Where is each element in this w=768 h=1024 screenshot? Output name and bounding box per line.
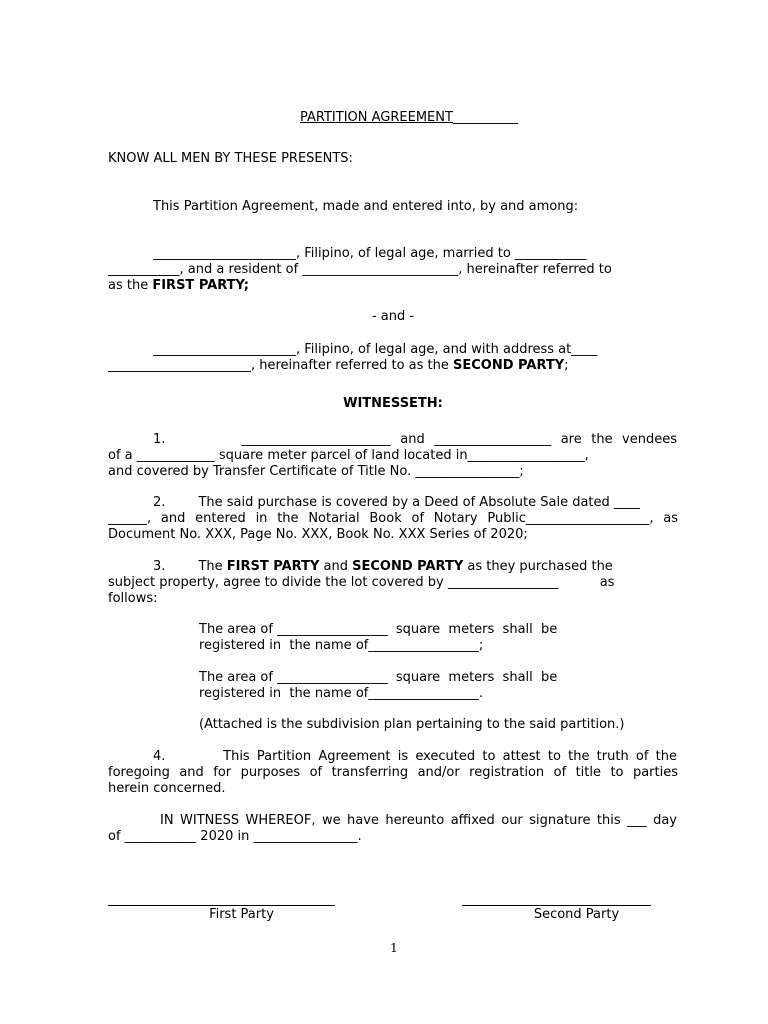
first-party-signature-line — [108, 905, 335, 906]
page-number: 1 — [390, 941, 398, 955]
area-2-line-1: The area of _________________ square meters shall be — [199, 670, 558, 685]
second-party-line-2: ______________________, hereinafter referred to as the SECOND PARTY; — [108, 358, 569, 373]
paragraph-1-line-2: of a ____________ square meter parcel of land located in__________________, — [108, 448, 589, 463]
witness-line-1: IN WITNESS WHEREOF, we have hereunto affixed our signature this ___ day — [160, 813, 677, 828]
paragraph-2-line-2: ______, and entered in the Notarial Book of Notary Public___________________, as — [108, 511, 678, 526]
paragraph-4-line-3: herein concerned. — [108, 781, 226, 796]
paragraph-4-line-2: foregoing and for purposes of transferring and/or registration of title to parties — [108, 765, 678, 780]
paragraph-3-line-1: 3. The FIRST PARTY and SECOND PARTY as they purchased the — [153, 559, 613, 574]
know-all-heading: KNOW ALL MEN BY THESE PRESENTS: — [108, 151, 353, 166]
document-title: PARTITION AGREEMENT__________ — [300, 110, 518, 125]
paragraph-2-line-3: Document No. XXX, Page No. XXX, Book No. XXX Series of 2020; — [108, 527, 528, 542]
area-2-line-2: registered in the name of_________________. — [199, 686, 483, 701]
paragraph-3-line-3: follows: — [108, 591, 158, 606]
paragraph-4-line-1: 4. This Partition Agreement is executed to attest to the truth of the — [153, 749, 677, 764]
area-1-line-1: The area of _________________ square meters shall be — [199, 622, 558, 637]
paragraph-2-line-1: 2. The said purchase is covered by a Deed of Absolute Sale dated ____ — [153, 495, 640, 510]
first-party-line-3: as the FIRST PARTY; — [108, 278, 249, 293]
second-party-line-1: ______________________, Filipino, of legal age, and with address at____ — [153, 342, 598, 357]
paragraph-1-line-3: and covered by Transfer Certificate of Title No. ________________; — [108, 464, 524, 479]
attached-note: (Attached is the subdivision plan pertaining to the said partition.) — [199, 717, 625, 732]
second-party-signature-line — [462, 905, 651, 906]
first-party-line-2: ___________, and a resident of ________________________, hereinafter referred to — [108, 262, 612, 277]
second-party-label: Second Party — [533, 907, 620, 922]
area-1-line-2: registered in the name of_________________; — [199, 638, 484, 653]
witness-line-2: of ___________ 2020 in ________________. — [108, 829, 362, 844]
first-party-label: First Party — [209, 907, 274, 922]
and-separator: - and - — [371, 309, 415, 324]
paragraph-1-line-1: 1. _______________________ and __________________ are the vendees — [153, 432, 677, 447]
intro-paragraph: This Partition Agreement, made and entered into, by and among: — [153, 199, 579, 214]
paragraph-3-line-2: subject property, agree to divide the lot covered by _________________ as — [108, 575, 615, 590]
witnesseth-heading: WITNESSETH: — [343, 396, 443, 411]
first-party-line-1: ______________________, Filipino, of legal age, married to ___________ — [153, 246, 587, 261]
